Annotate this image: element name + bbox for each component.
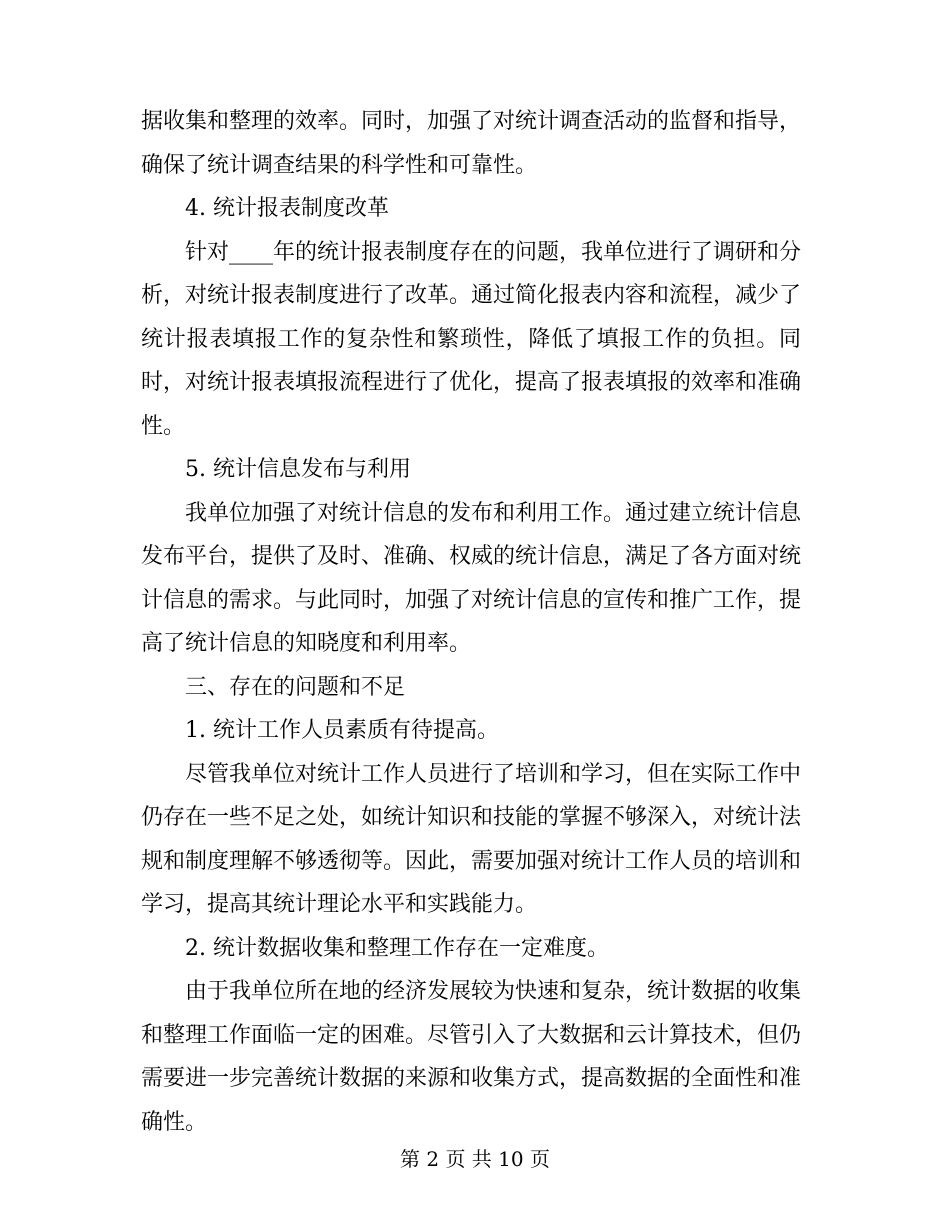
paragraph-line: 规和制度理解不够透彻等。因此，需要加强对统计工作人员的培训和: [141, 848, 802, 874]
paragraph-line: 针对____年的统计报表制度存在的问题，我单位进行了调研和分: [185, 239, 802, 265]
paragraph-line: 性。: [141, 413, 186, 439]
paragraph-line: 我单位加强了对统计信息的发布和利用工作。通过建立统计信息: [185, 500, 802, 526]
paragraph-line: 和整理工作面临一定的困难。尽管引入了大数据和云计算技术，但仍: [141, 1022, 802, 1048]
section-heading: 三、存在的问题和不足: [185, 674, 406, 700]
section-heading: 5. 统计信息发布与利用: [185, 457, 411, 482]
paragraph-line: 高了统计信息的知晓度和利用率。: [141, 631, 472, 656]
paragraph-line: 尽管我单位对统计工作人员进行了培训和学习，但在实际工作中: [185, 761, 802, 787]
body-text: [141, 100, 801, 1144]
paragraph-line: 确性。: [141, 1109, 208, 1135]
subsection-heading: 1. 统计工作人员素质有待提高。: [185, 718, 499, 743]
subsection-heading: 2. 统计数据收集和整理工作存在一定难度。: [185, 935, 609, 961]
paragraph-line: 统计报表填报工作的复杂性和繁琐性，降低了填报工作的负担。同: [141, 326, 801, 352]
page-number-footer: 第 2 页 共 10 页: [400, 1147, 550, 1171]
paragraph-line: 确保了统计调查结果的科学性和可靠性。: [141, 152, 538, 178]
section-heading: 4. 统计报表制度改革: [185, 196, 389, 221]
paragraph-line: 发布平台，提供了及时、准确、权威的统计信息，满足了各方面对统: [141, 544, 802, 569]
paragraph-line: 据收集和整理的效率。同时，加强了对统计调查活动的监督和指导，: [141, 109, 802, 134]
paragraph-line: 计信息的需求。与此同时，加强了对统计信息的宣传和推广工作，提: [141, 587, 802, 613]
paragraph-line: 由于我单位所在地的经济发展较为快速和复杂，统计数据的收集: [185, 979, 802, 1004]
paragraph-line: 仍存在一些不足之处，如统计知识和技能的掌握不够深入，对统计法: [141, 805, 802, 830]
paragraph-line: 需要进一步完善统计数据的来源和收集方式，提高数据的全面性和准: [141, 1066, 802, 1091]
paragraph-line: 学习，提高其统计理论水平和实践能力。: [141, 892, 538, 917]
paragraph-line: 析，对统计报表制度进行了改革。通过简化报表内容和流程，减少了: [141, 283, 802, 308]
paragraph-line: 时，对统计报表填报流程进行了优化，提高了报表填报的效率和准确: [141, 370, 802, 395]
